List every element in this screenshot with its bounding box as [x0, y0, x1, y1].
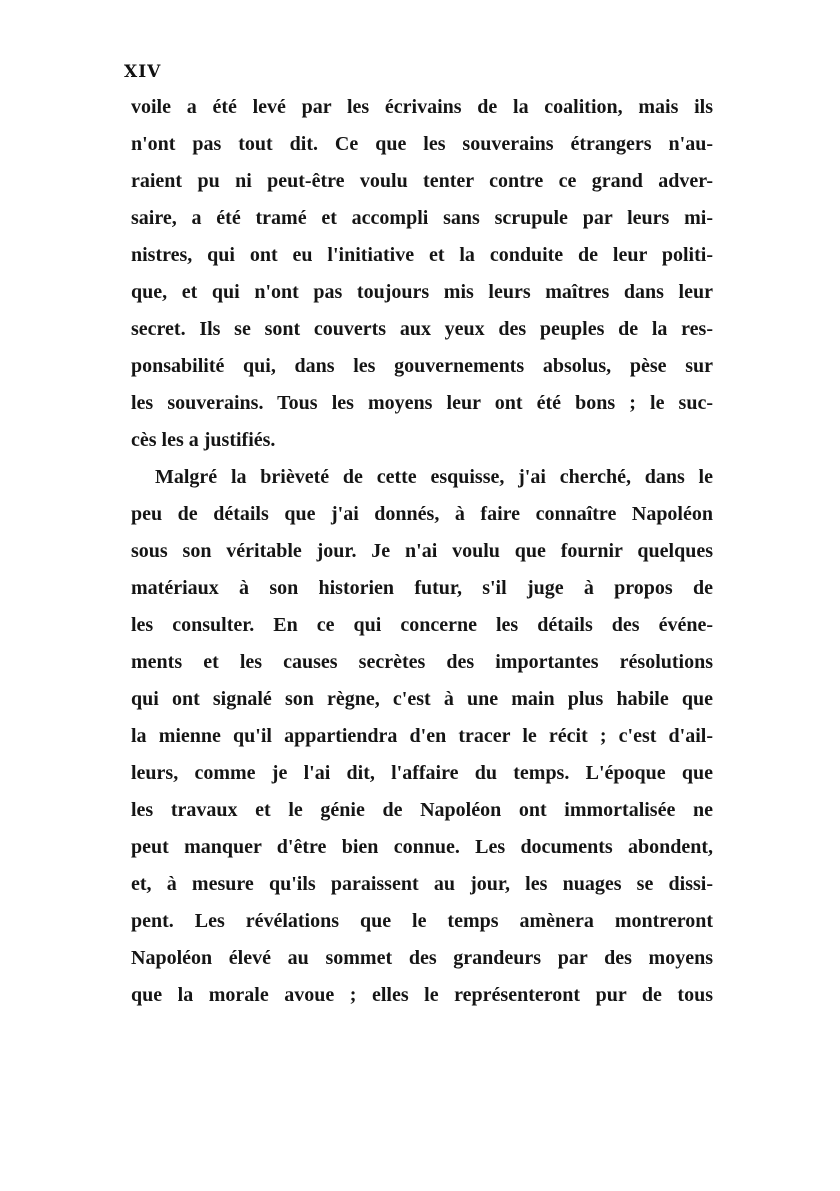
text-line: saire, a été tramé et accompli sans scrupule par leurs mi-: [131, 207, 713, 229]
text-line: secret. Ils se sont couverts aux yeux des peuples de la res-: [131, 318, 713, 340]
text-line: sous son véritable jour. Je n'ai voulu que fournir quelques: [131, 540, 713, 562]
text-line: peu de détails que j'ai donnés, à faire connaître Napoléon: [131, 503, 713, 525]
text-line: que la morale avoue ; elles le représenteront pur de tous: [131, 984, 713, 1006]
text-line: matériaux à son historien futur, s'il juge à propos de: [131, 577, 713, 599]
text-line: n'ont pas tout dit. Ce que les souverains étrangers n'au-: [131, 133, 713, 155]
text-line: ponsabilité qui, dans les gouvernements absolus, pèse sur: [131, 355, 713, 377]
text-line: les souverains. Tous les moyens leur ont été bons ; le suc-: [131, 392, 713, 414]
text-line: pent. Les révélations que le temps amènera montreront: [131, 910, 713, 932]
text-line: Malgré la brièveté de cette esquisse, j'ai cherché, dans le: [155, 466, 713, 488]
paragraph-continuation: [131, 89, 713, 459]
page-number: XIV: [124, 62, 162, 82]
text-line: et, à mesure qu'ils paraissent au jour, les nuages se dissi-: [131, 873, 713, 895]
text-line: cès les a justifiés.: [131, 429, 276, 451]
text-line: les travaux et le génie de Napoléon ont immortalisée ne: [131, 799, 713, 821]
text-line: ments et les causes secrètes des importantes résolutions: [131, 651, 713, 673]
text-line: la mienne qu'il appartiendra d'en tracer le récit ; c'est d'ail-: [131, 725, 713, 747]
text-line: Napoléon élevé au sommet des grandeurs par des moyens: [131, 947, 713, 969]
body-text: [131, 89, 713, 1014]
paragraph-malgre: [131, 459, 713, 1014]
text-line: qui ont signalé son règne, c'est à une main plus habile que: [131, 688, 713, 710]
text-line: voile a été levé par les écrivains de la coalition, mais ils: [131, 96, 713, 118]
text-line: peut manquer d'être bien connue. Les documents abondent,: [131, 836, 713, 858]
text-line: leurs, comme je l'ai dit, l'affaire du temps. L'époque que: [131, 762, 713, 784]
text-line: que, et qui n'ont pas toujours mis leurs maîtres dans leur: [131, 281, 713, 303]
text-line: raient pu ni peut-être voulu tenter contre ce grand adver-: [131, 170, 713, 192]
text-line: nistres, qui ont eu l'initiative et la conduite de leur politi-: [131, 244, 713, 266]
text-line: les consulter. En ce qui concerne les détails des événe-: [131, 614, 713, 636]
